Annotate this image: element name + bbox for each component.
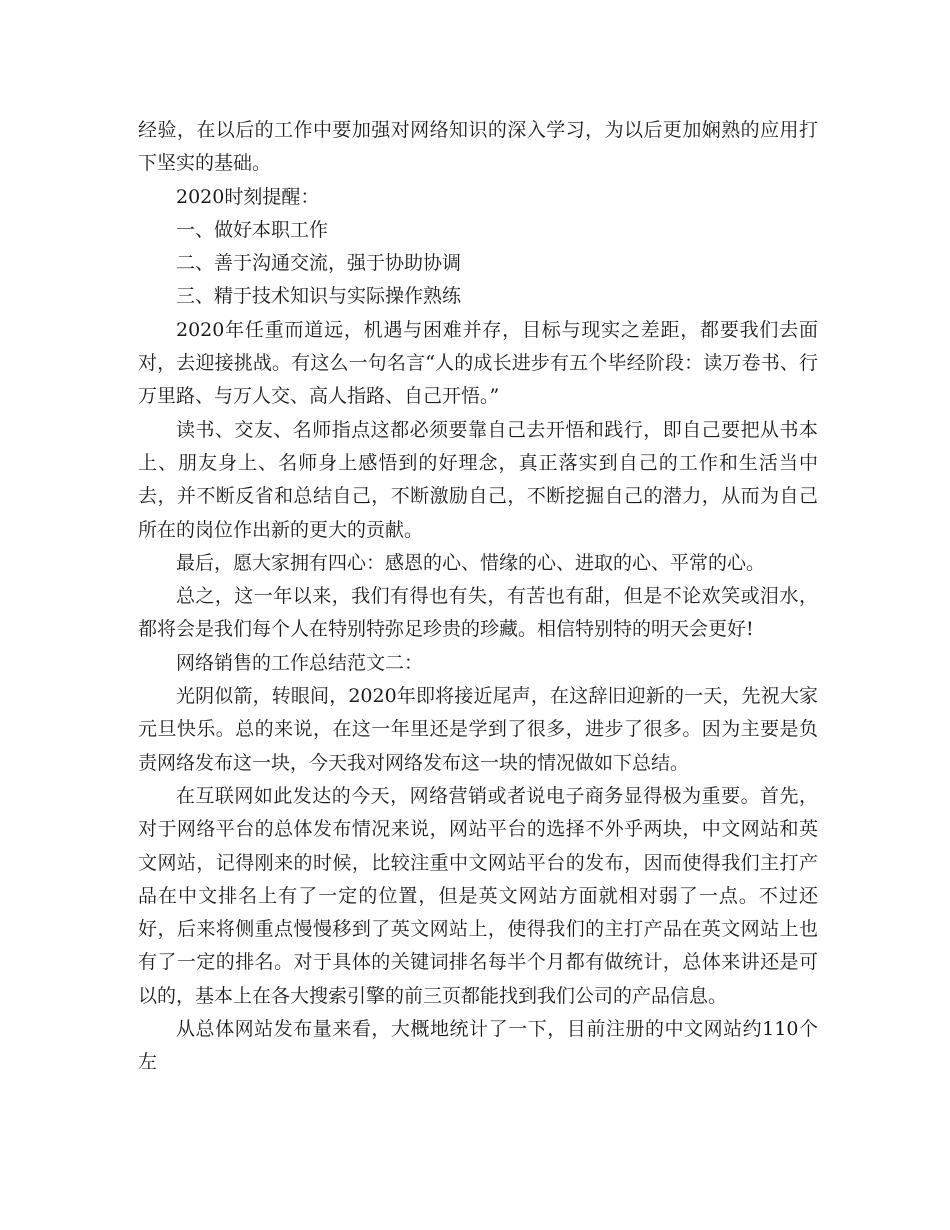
paragraph-9: 总之，这一年以来，我们有得也有失，有苦也有甜，但是不论欢笑或泪水，都将会是我们每个人在特别特弥足珍贵的珍藏。相信特别特的明天会更好! xyxy=(138,585,818,641)
paragraph-7: 读书、交友、名师指点这都必须要靠自己去开悟和践行，即自己要把从书本上、朋友身上、名师身上感悟到的好理念，真正落实到自己的工作和生活当中去，并不断反省和总结自己，不断激励自己，不断挖掘自己的潜力，从而为自己所在的岗位作出新的更大的贡献。 xyxy=(138,418,818,541)
paragraph-12: 在互联网如此发达的今天，网络营销或者说电子商务显得极为重要。首先，对于网络平台的总体发布情况来说，网站平台的选择不外乎两块，中文网站和英文网站，记得刚来的时候，比较注重中文网站平台的发布，因而使得我们主打产品在中文排名上有了一定的位置，但是英文网站方面就相对弱了一点。不过还好，后来将侧重点慢慢移到了英文网站上，使得我们的主打产品在英文网站上也有了一定的排名。对于具体的关键词排名每半个月都有做统计，总体来讲还是可以的，基本上在各大搜索引擎的前三页都能找到我们公司的产品信息。 xyxy=(138,784,818,1007)
paragraph-6: 2020年任重而道远，机遇与困难并存，目标与现实之差距，都要我们去面对，去迎接挑战。有这么一句名言“人的成长进步有五个毕经阶段：读万卷书、行万里路、与万人交、高人指路、自己开悟。” xyxy=(138,318,818,408)
paragraph-2: 2020时刻提醒： xyxy=(176,185,320,208)
paragraph-11: 光阴似箭，转眼间，2020年即将接近尾声，在这辞旧迎新的一天，先祝大家元旦快乐。总的来说，在这一年里还是学到了很多，进步了很多。因为主要是负责网络发布这一块，今天我对网络发布这一块的情况做如下总结。 xyxy=(138,685,818,774)
paragraph-4: 二、善于沟通交流，强于协助协调 xyxy=(176,252,462,275)
section-heading: 网络销售的工作总结范文二： xyxy=(176,651,424,674)
paragraph-8: 最后，愿大家拥有四心：感恩的心、惜缘的心、进取的心、平常的心。 xyxy=(176,551,766,574)
paragraph-5: 三、精于技术知识与实际操作熟练 xyxy=(176,285,462,308)
document-body xyxy=(138,114,818,1080)
paragraph-1: 经验，在以后的工作中要加强对网络知识的深入学习，为以后更加娴熟的应用打下坚实的基础。 xyxy=(138,119,818,175)
paragraph-3: 一、做好本职工作 xyxy=(176,218,329,241)
paragraph-13: 从总体网站发布量来看，大概地统计了一下，目前注册的中文网站约110个左 xyxy=(138,1018,818,1074)
